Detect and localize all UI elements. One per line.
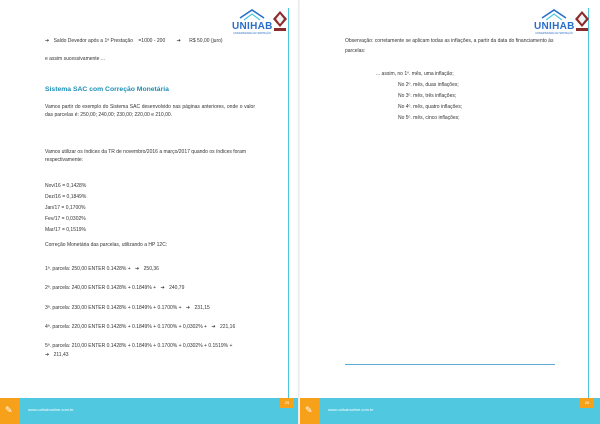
right-page <box>300 0 600 424</box>
arrow-right-icon: ➔ <box>45 38 50 44</box>
emblem-icon <box>574 10 590 32</box>
arrow-right-icon: ➔ <box>211 324 216 330</box>
list-item: No 3º. mês, três inflações; <box>398 93 457 99</box>
intro-paragraph: Vamos partir do exemplo do Sistema SAC desenvolvido nas páginas anteriores, onde o valor das parcelas é: 250,00; 240,00; 230,00; 220,00 e 210,00. <box>45 104 255 119</box>
parcela-expression: 3ª. parcela: 230,00 ENTER 0.1428% + 0.1849% + 0.1700% + <box>45 305 182 311</box>
arrow-right-icon: ➔ <box>185 305 191 311</box>
index-item: Jan/17 = 0,1700% <box>45 205 86 211</box>
unihab-logo <box>534 4 590 38</box>
pencil-icon: ✎ <box>305 405 313 415</box>
parcela-line <box>45 343 232 349</box>
list-item: No 2º. mês, duas inflações; <box>398 82 459 88</box>
parcela-expression: 5ª. parcela: 210,00 ENTER 0.1428% + 0.1849% + 0.1700% + 0,0302% + 0.1519% + <box>45 343 233 349</box>
parcela-line <box>45 266 159 272</box>
logo-subtitle: UNIVERSIDADE DA HABITAÇÃO <box>535 32 573 35</box>
indices-intro: Vamos utilizar os índices da TR de novembro/2016 a março/2017 quando os índices foram respectivamente: <box>45 149 247 164</box>
page-margin-line <box>288 8 289 398</box>
parcela-expression: 1ª. parcela: 250,00 ENTER 0.1428% + <box>45 266 131 272</box>
page-number: 26 <box>580 398 594 408</box>
emblem-icon <box>272 10 288 32</box>
arrow-right-icon: ➔ <box>45 352 50 358</box>
saldo-line <box>45 38 223 44</box>
index-item: Mar/17 = 0,1519% <box>45 227 86 233</box>
logo-subtitle: UNIVERSIDADE DA HABITAÇÃO <box>233 32 271 35</box>
arrow-right-icon: ➔ <box>135 266 140 272</box>
parcela-result: 221,16 <box>219 324 236 330</box>
logo-text: UNIHAB <box>534 21 575 32</box>
list-item: No 5º. mês, cinco inflações; <box>398 115 460 121</box>
arrow-right-icon: ➔ <box>176 38 181 44</box>
horizontal-rule <box>345 364 555 365</box>
footer-badge <box>300 398 320 424</box>
e-assim-text: e assim sucessivamente ... <box>45 56 106 62</box>
page-footer <box>0 398 300 424</box>
footer-url: www.unihabonline.com.br <box>28 407 74 412</box>
parcela-expression: 4ª. parcela: 220,00 ENTER 0.1428% + 0.1849% + 0.1700% + 0,0302% + <box>45 324 207 330</box>
page-footer <box>300 398 600 424</box>
arrow-right-icon: ➔ <box>160 285 165 291</box>
saldo-label: Saldo Devedor após a 1ª Prestação <box>53 38 133 44</box>
index-item: Fev/17 = 0,0302% <box>45 216 86 222</box>
footer-url: www.unihabonline.com.br <box>328 407 374 412</box>
footer-badge <box>0 398 20 424</box>
parcela-line <box>45 285 184 291</box>
list-intro: ... assim, no 1º. mês, uma inflação; <box>376 71 454 77</box>
correcao-intro: Correção Monetária das parcelas, utilizando a HP 12C: <box>45 242 168 248</box>
page-margin-line <box>588 8 589 398</box>
list-item: No 4º. mês, quatro inflações; <box>398 104 463 110</box>
pencil-icon: ✎ <box>5 405 13 415</box>
observacao-paragraph: Observação: corretamente se aplicam todas as inflações, a partir da data do financiamento às parcelas: <box>345 38 554 54</box>
parcela-result: 211,43 <box>53 352 69 358</box>
parcela-expression: 2ª. parcela: 240,00 ENTER 0.1428% + 0.1849% + <box>45 285 157 291</box>
parcela-line <box>45 324 235 330</box>
logo-text: UNIHAB <box>232 21 273 32</box>
parcela-result: 250,36 <box>143 266 159 272</box>
unihab-logo <box>232 4 288 38</box>
parcela-line <box>45 352 69 358</box>
page-number: 25 <box>280 398 294 408</box>
saldo-result: R$ 50,00 (juro) <box>189 38 223 44</box>
saldo-value: =1000 - 200 <box>138 38 166 44</box>
parcela-line <box>45 305 210 311</box>
index-item: Dez/16 = 0,1849% <box>45 194 87 200</box>
parcela-result: 240,79 <box>169 285 185 291</box>
section-heading: Sistema SAC com Correção Monetária <box>45 86 169 93</box>
parcela-result: 231,15 <box>194 305 210 311</box>
index-item: Nov/16 = 0,1428% <box>45 183 87 189</box>
